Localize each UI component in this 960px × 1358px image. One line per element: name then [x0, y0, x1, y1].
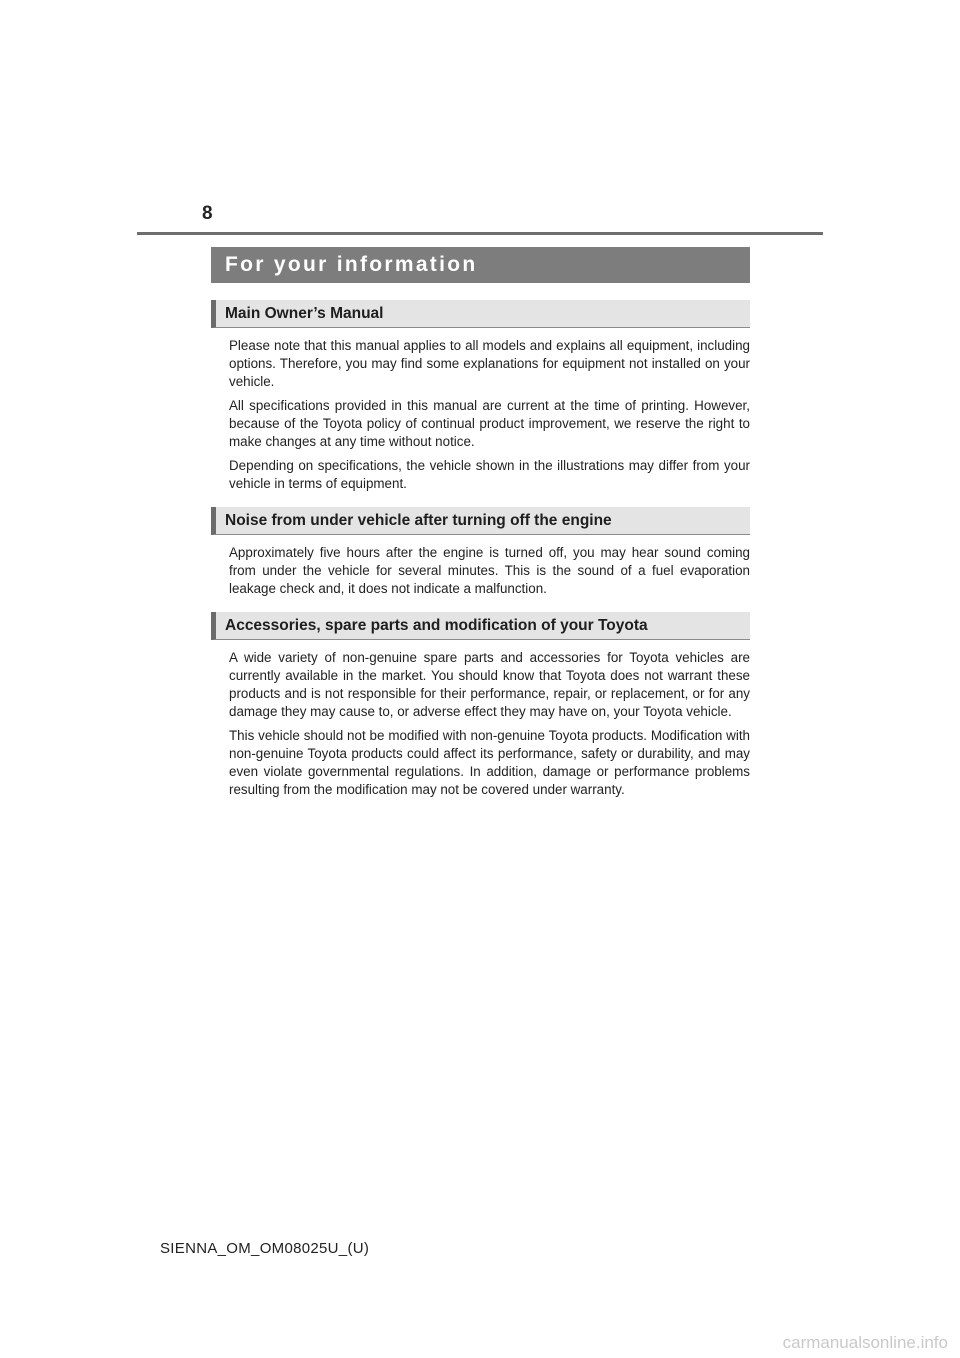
section-main-owners-manual	[211, 300, 750, 493]
paragraph: Approximately five hours after the engine is turned off, you may hear sound coming from under the vehicle for several minutes. This is the sound of a fuel evaporation leakage check and, it does not indicate a malfunction.	[229, 545, 750, 596]
paragraph: This vehicle should not be modified with non-genuine Toyota products. Modification with non-genuine Toyota products could affect its performance, safety or durability, and may even violate governmental regulations. In addition, damage or performance problems resulting from the modification may not be covered under warranty.	[229, 728, 750, 797]
section-heading: Accessories, spare parts and modification of your Toyota	[211, 612, 750, 640]
manual-content	[211, 300, 750, 813]
section-noise-under-vehicle	[211, 507, 750, 598]
page-number: 8	[202, 203, 213, 224]
section-heading: Noise from under vehicle after turning off the engine	[211, 507, 750, 535]
header-rule	[137, 232, 823, 235]
section-accessories-spare-parts	[211, 612, 750, 799]
paragraph: Please note that this manual applies to all models and explains all equipment, including options. Therefore, you may find some explanations for equipment not installed on your vehicle.	[229, 338, 750, 389]
document-code: SIENNA_OM_OM08025U_(U)	[160, 1240, 370, 1257]
paragraph: All specifications provided in this manual are current at the time of printing. However, because of the Toyota policy of continual product improvement, we reserve the right to make changes at any time without notice.	[229, 398, 750, 449]
page-title-bar	[211, 247, 750, 283]
watermark: carmanualsonline.info	[782, 1333, 948, 1352]
section-heading: Main Owner’s Manual	[211, 300, 750, 328]
paragraph: A wide variety of non-genuine spare parts and accessories for Toyota vehicles are currently available in the market. You should know that Toyota does not warrant these products and is not responsible for their performance, repair, or replacement, or for any damage they may cause to, or adverse effect they may have on, your Toyota vehicle.	[229, 650, 750, 719]
page-title: For your information	[225, 253, 478, 276]
paragraph: Depending on specifications, the vehicle shown in the illustrations may differ from your vehicle in terms of equipment.	[229, 458, 750, 491]
